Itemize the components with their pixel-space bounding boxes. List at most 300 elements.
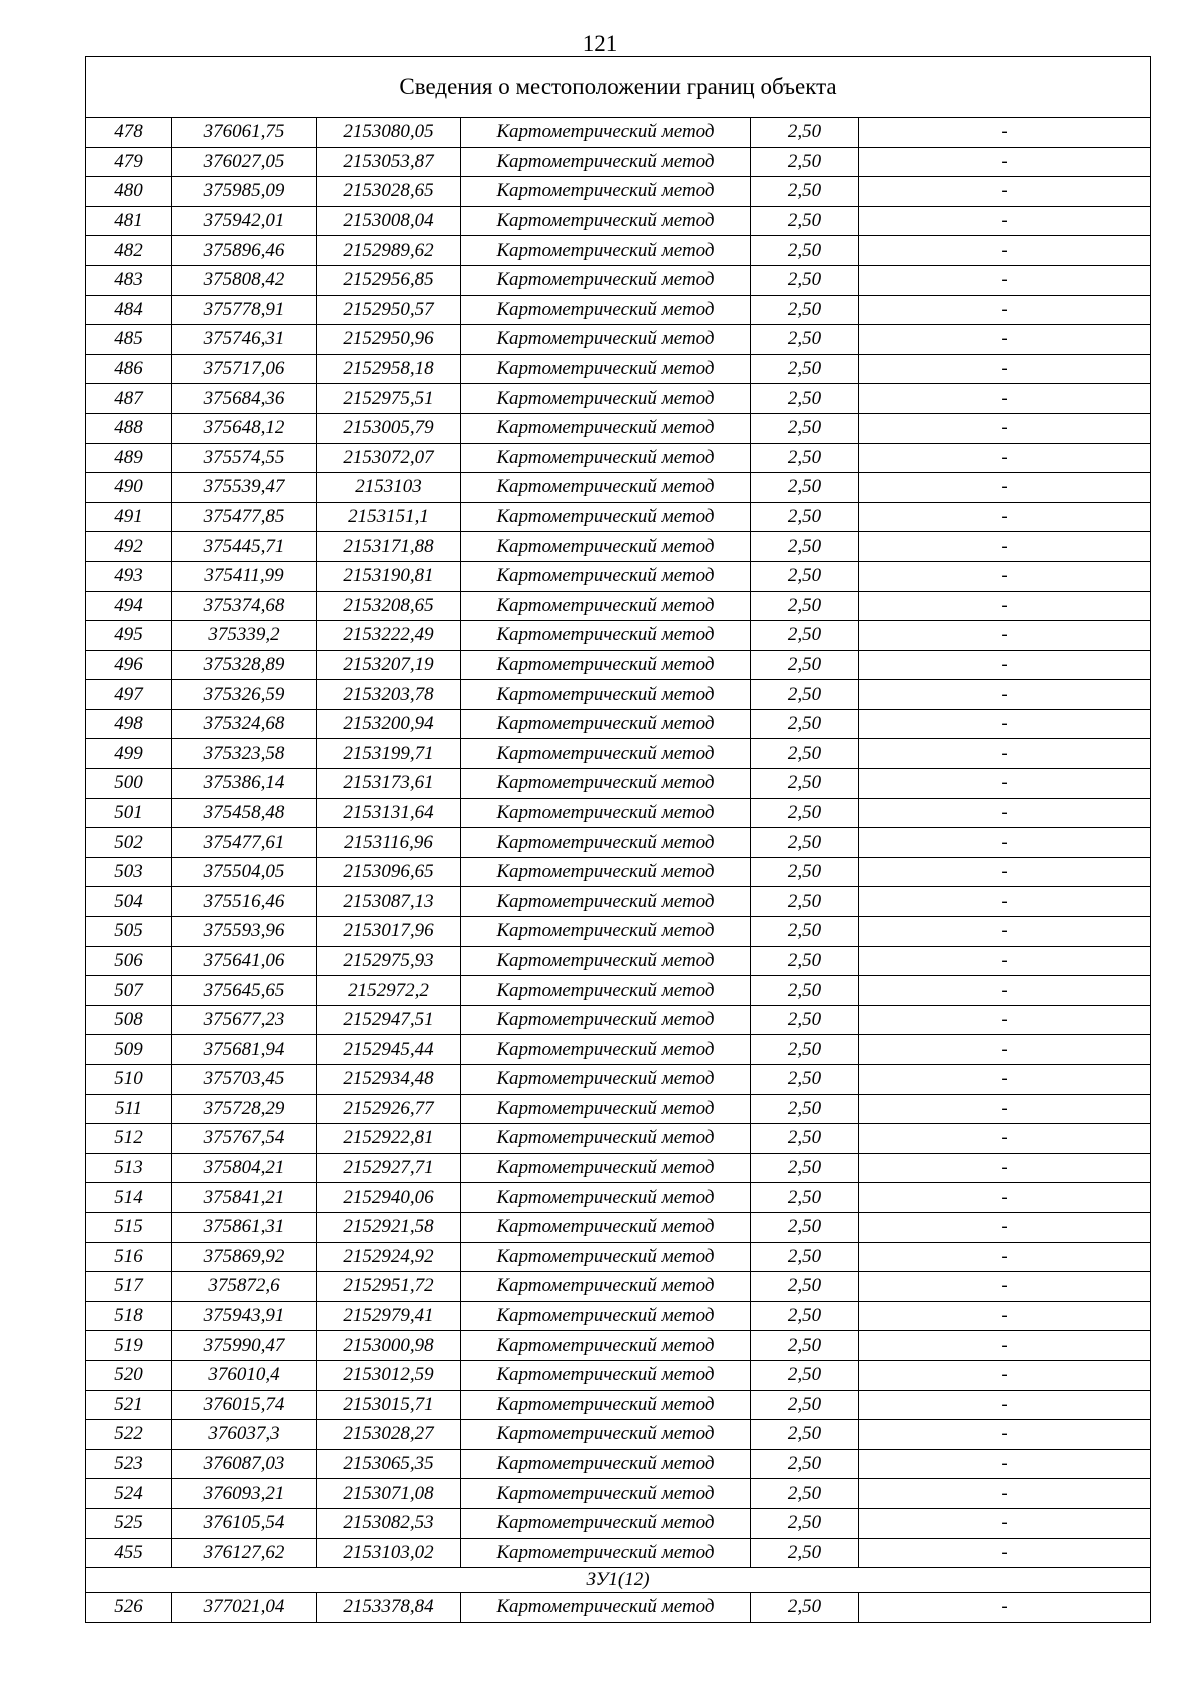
point-number-cell: 516 [86, 1242, 172, 1272]
point-number-cell: 479 [86, 147, 172, 177]
x-coordinate-cell: 375539,47 [172, 473, 317, 503]
point-number-cell: 511 [86, 1094, 172, 1124]
accuracy-cell: 2,50 [751, 1420, 859, 1450]
y-coordinate-cell: 2152975,51 [317, 384, 461, 414]
accuracy-cell: 2,50 [751, 1272, 859, 1302]
description-cell: - [859, 384, 1151, 414]
point-number-cell: 519 [86, 1331, 172, 1361]
description-cell: - [859, 1094, 1151, 1124]
table-row [86, 384, 1151, 414]
y-coordinate-cell: 2153200,94 [317, 709, 461, 739]
x-coordinate-cell: 376061,75 [172, 118, 317, 148]
x-coordinate-cell: 375717,06 [172, 354, 317, 384]
point-number-cell: 508 [86, 1005, 172, 1035]
point-number-cell: 492 [86, 532, 172, 562]
method-cell: Картометрический метод [461, 561, 751, 591]
x-coordinate-cell: 375339,2 [172, 621, 317, 651]
accuracy-cell: 2,50 [751, 443, 859, 473]
y-coordinate-cell: 2153082,53 [317, 1508, 461, 1538]
y-coordinate-cell: 2153199,71 [317, 739, 461, 769]
y-coordinate-cell: 2153065,35 [317, 1449, 461, 1479]
accuracy-cell: 2,50 [751, 739, 859, 769]
description-cell: - [859, 1508, 1151, 1538]
accuracy-cell: 2,50 [751, 1153, 859, 1183]
point-number-cell: 485 [86, 325, 172, 355]
description-cell: - [859, 1035, 1151, 1065]
point-number-cell: 520 [86, 1360, 172, 1390]
y-coordinate-cell: 2152924,92 [317, 1242, 461, 1272]
method-cell: Картометрический метод [461, 1479, 751, 1509]
point-number-cell: 510 [86, 1065, 172, 1095]
x-coordinate-cell: 375896,46 [172, 236, 317, 266]
description-cell: - [859, 1153, 1151, 1183]
description-cell: - [859, 591, 1151, 621]
point-number-cell: 523 [86, 1449, 172, 1479]
page-number: 121 [582, 31, 618, 56]
method-cell: Картометрический метод [461, 325, 751, 355]
x-coordinate-cell: 375386,14 [172, 769, 317, 799]
y-coordinate-cell: 2152921,58 [317, 1212, 461, 1242]
method-cell: Картометрический метод [461, 295, 751, 325]
description-cell: - [859, 295, 1151, 325]
point-number-cell: 500 [86, 769, 172, 799]
description-cell: - [859, 828, 1151, 858]
table-row [86, 1449, 1151, 1479]
point-number-cell: 525 [86, 1508, 172, 1538]
description-cell: - [859, 1538, 1151, 1568]
point-number-cell: 490 [86, 473, 172, 503]
x-coordinate-cell: 375869,92 [172, 1242, 317, 1272]
y-coordinate-cell: 2152958,18 [317, 354, 461, 384]
accuracy-cell: 2,50 [751, 828, 859, 858]
method-cell: Картометрический метод [461, 1360, 751, 1390]
table-row [86, 177, 1151, 207]
description-cell: - [859, 532, 1151, 562]
table-row [86, 1593, 1151, 1623]
x-coordinate-cell: 376010,4 [172, 1360, 317, 1390]
method-cell: Картометрический метод [461, 1508, 751, 1538]
table-row [86, 857, 1151, 887]
accuracy-cell: 2,50 [751, 1360, 859, 1390]
point-number-cell: 517 [86, 1272, 172, 1302]
point-number-cell: 512 [86, 1124, 172, 1154]
y-coordinate-cell: 2152975,93 [317, 946, 461, 976]
method-cell: Картометрический метод [461, 354, 751, 384]
point-number-cell: 486 [86, 354, 172, 384]
description-cell: - [859, 887, 1151, 917]
x-coordinate-cell: 375778,91 [172, 295, 317, 325]
accuracy-cell: 2,50 [751, 236, 859, 266]
accuracy-cell: 2,50 [751, 532, 859, 562]
y-coordinate-cell: 2153173,61 [317, 769, 461, 799]
accuracy-cell: 2,50 [751, 325, 859, 355]
x-coordinate-cell: 375445,71 [172, 532, 317, 562]
point-number-cell: 494 [86, 591, 172, 621]
method-cell: Картометрический метод [461, 650, 751, 680]
description-cell: - [859, 413, 1151, 443]
table-row [86, 354, 1151, 384]
description-cell: - [859, 1390, 1151, 1420]
x-coordinate-cell: 376093,21 [172, 1479, 317, 1509]
accuracy-cell: 2,50 [751, 650, 859, 680]
table-row [86, 798, 1151, 828]
method-cell: Картометрический метод [461, 917, 751, 947]
method-cell: Картометрический метод [461, 709, 751, 739]
table-row [86, 1242, 1151, 1272]
accuracy-cell: 2,50 [751, 1479, 859, 1509]
table-row [86, 118, 1151, 148]
x-coordinate-cell: 375808,42 [172, 265, 317, 295]
x-coordinate-cell: 376037,3 [172, 1420, 317, 1450]
method-cell: Картометрический метод [461, 1301, 751, 1331]
y-coordinate-cell: 2153207,19 [317, 650, 461, 680]
x-coordinate-cell: 375324,68 [172, 709, 317, 739]
description-cell: - [859, 739, 1151, 769]
method-cell: Картометрический метод [461, 1272, 751, 1302]
x-coordinate-cell: 377021,04 [172, 1593, 317, 1623]
y-coordinate-cell: 2152927,71 [317, 1153, 461, 1183]
method-cell: Картометрический метод [461, 887, 751, 917]
table-row [86, 621, 1151, 651]
table-row [86, 739, 1151, 769]
x-coordinate-cell: 375841,21 [172, 1183, 317, 1213]
description-cell: - [859, 1479, 1151, 1509]
x-coordinate-cell: 375767,54 [172, 1124, 317, 1154]
table-row [86, 1035, 1151, 1065]
description-cell: - [859, 1005, 1151, 1035]
table-row [86, 1065, 1151, 1095]
table-row [86, 680, 1151, 710]
accuracy-cell: 2,50 [751, 118, 859, 148]
description-cell: - [859, 946, 1151, 976]
method-cell: Картометрический метод [461, 236, 751, 266]
description-cell: - [859, 473, 1151, 503]
point-number-cell: 526 [86, 1593, 172, 1623]
point-number-cell: 482 [86, 236, 172, 266]
y-coordinate-cell: 2153053,87 [317, 147, 461, 177]
table-row [86, 502, 1151, 532]
accuracy-cell: 2,50 [751, 1242, 859, 1272]
x-coordinate-cell: 375374,68 [172, 591, 317, 621]
method-cell: Картометрический метод [461, 265, 751, 295]
accuracy-cell: 2,50 [751, 857, 859, 887]
table-row [86, 325, 1151, 355]
method-cell: Картометрический метод [461, 1390, 751, 1420]
method-cell: Картометрический метод [461, 621, 751, 651]
method-cell: Картометрический метод [461, 946, 751, 976]
table-row [86, 413, 1151, 443]
x-coordinate-cell: 376027,05 [172, 147, 317, 177]
table-row [86, 769, 1151, 799]
point-number-cell: 524 [86, 1479, 172, 1509]
table-row [86, 1420, 1151, 1450]
table-row [86, 591, 1151, 621]
description-cell: - [859, 325, 1151, 355]
accuracy-cell: 2,50 [751, 1593, 859, 1623]
method-cell: Картометрический метод [461, 502, 751, 532]
y-coordinate-cell: 2153116,96 [317, 828, 461, 858]
x-coordinate-cell: 375985,09 [172, 177, 317, 207]
accuracy-cell: 2,50 [751, 709, 859, 739]
x-coordinate-cell: 375746,31 [172, 325, 317, 355]
x-coordinate-cell: 375703,45 [172, 1065, 317, 1095]
description-cell: - [859, 917, 1151, 947]
description-cell: - [859, 1420, 1151, 1450]
y-coordinate-cell: 2152950,96 [317, 325, 461, 355]
point-number-cell: 509 [86, 1035, 172, 1065]
y-coordinate-cell: 2153072,07 [317, 443, 461, 473]
table-row [86, 1272, 1151, 1302]
table-row [86, 236, 1151, 266]
x-coordinate-cell: 375328,89 [172, 650, 317, 680]
description-cell: - [859, 1301, 1151, 1331]
point-number-cell: 503 [86, 857, 172, 887]
table-row [86, 1301, 1151, 1331]
x-coordinate-cell: 375681,94 [172, 1035, 317, 1065]
accuracy-cell: 2,50 [751, 621, 859, 651]
x-coordinate-cell: 375804,21 [172, 1153, 317, 1183]
y-coordinate-cell: 2153103,02 [317, 1538, 461, 1568]
x-coordinate-cell: 375641,06 [172, 946, 317, 976]
method-cell: Картометрический метод [461, 857, 751, 887]
x-coordinate-cell: 375872,6 [172, 1272, 317, 1302]
y-coordinate-cell: 2153151,1 [317, 502, 461, 532]
table-row [86, 946, 1151, 976]
table-row [86, 1360, 1151, 1390]
x-coordinate-cell: 376127,62 [172, 1538, 317, 1568]
method-cell: Картометрический метод [461, 177, 751, 207]
y-coordinate-cell: 2152951,72 [317, 1272, 461, 1302]
point-number-cell: 498 [86, 709, 172, 739]
table-row [86, 147, 1151, 177]
point-number-cell: 515 [86, 1212, 172, 1242]
point-number-cell: 487 [86, 384, 172, 414]
table-row [86, 532, 1151, 562]
x-coordinate-cell: 376015,74 [172, 1390, 317, 1420]
description-cell: - [859, 650, 1151, 680]
y-coordinate-cell: 2153071,08 [317, 1479, 461, 1509]
point-number-cell: 507 [86, 976, 172, 1006]
table-row [86, 1183, 1151, 1213]
description-cell: - [859, 265, 1151, 295]
accuracy-cell: 2,50 [751, 1301, 859, 1331]
point-number-cell: 499 [86, 739, 172, 769]
method-cell: Картометрический метод [461, 206, 751, 236]
description-cell: - [859, 502, 1151, 532]
x-coordinate-cell: 375477,85 [172, 502, 317, 532]
x-coordinate-cell: 375574,55 [172, 443, 317, 473]
accuracy-cell: 2,50 [751, 887, 859, 917]
description-cell: - [859, 147, 1151, 177]
y-coordinate-cell: 2153222,49 [317, 621, 461, 651]
x-coordinate-cell: 375990,47 [172, 1331, 317, 1361]
table-row [86, 1212, 1151, 1242]
x-coordinate-cell: 375684,36 [172, 384, 317, 414]
x-coordinate-cell: 375411,99 [172, 561, 317, 591]
y-coordinate-cell: 2153000,98 [317, 1331, 461, 1361]
description-cell: - [859, 118, 1151, 148]
point-number-cell: 478 [86, 118, 172, 148]
accuracy-cell: 2,50 [751, 1538, 859, 1568]
method-cell: Картометрический метод [461, 739, 751, 769]
accuracy-cell: 2,50 [751, 976, 859, 1006]
x-coordinate-cell: 375861,31 [172, 1212, 317, 1242]
table-row [86, 1124, 1151, 1154]
y-coordinate-cell: 2153015,71 [317, 1390, 461, 1420]
description-cell: - [859, 236, 1151, 266]
y-coordinate-cell: 2152926,77 [317, 1094, 461, 1124]
description-cell: - [859, 1065, 1151, 1095]
x-coordinate-cell: 375504,05 [172, 857, 317, 887]
x-coordinate-cell: 375458,48 [172, 798, 317, 828]
accuracy-cell: 2,50 [751, 265, 859, 295]
accuracy-cell: 2,50 [751, 1124, 859, 1154]
description-cell: - [859, 798, 1151, 828]
accuracy-cell: 2,50 [751, 561, 859, 591]
section-label: ЗУ1(12) [86, 1568, 1151, 1593]
point-number-cell: 505 [86, 917, 172, 947]
accuracy-cell: 2,50 [751, 206, 859, 236]
point-number-cell: 483 [86, 265, 172, 295]
table-row [86, 650, 1151, 680]
method-cell: Картометрический метод [461, 1153, 751, 1183]
y-coordinate-cell: 2153103 [317, 473, 461, 503]
accuracy-cell: 2,50 [751, 1094, 859, 1124]
y-coordinate-cell: 2153190,81 [317, 561, 461, 591]
x-coordinate-cell: 375943,91 [172, 1301, 317, 1331]
method-cell: Картометрический метод [461, 1593, 751, 1623]
accuracy-cell: 2,50 [751, 680, 859, 710]
description-cell: - [859, 1183, 1151, 1213]
x-coordinate-cell: 375645,65 [172, 976, 317, 1006]
x-coordinate-cell: 376105,54 [172, 1508, 317, 1538]
table-row [86, 295, 1151, 325]
table-row [86, 917, 1151, 947]
point-number-cell: 496 [86, 650, 172, 680]
point-number-cell: 506 [86, 946, 172, 976]
y-coordinate-cell: 2152950,57 [317, 295, 461, 325]
accuracy-cell: 2,50 [751, 1035, 859, 1065]
table-row [86, 443, 1151, 473]
y-coordinate-cell: 2153080,05 [317, 118, 461, 148]
point-number-cell: 497 [86, 680, 172, 710]
x-coordinate-cell: 375593,96 [172, 917, 317, 947]
description-cell: - [859, 857, 1151, 887]
method-cell: Картометрический метод [461, 1035, 751, 1065]
description-cell: - [859, 354, 1151, 384]
method-cell: Картометрический метод [461, 828, 751, 858]
table-row [86, 473, 1151, 503]
accuracy-cell: 2,50 [751, 798, 859, 828]
x-coordinate-cell: 375477,61 [172, 828, 317, 858]
y-coordinate-cell: 2153378,84 [317, 1593, 461, 1623]
method-cell: Картометрический метод [461, 1065, 751, 1095]
point-number-cell: 491 [86, 502, 172, 532]
description-cell: - [859, 443, 1151, 473]
y-coordinate-cell: 2152972,2 [317, 976, 461, 1006]
method-cell: Картометрический метод [461, 384, 751, 414]
y-coordinate-cell: 2153012,59 [317, 1360, 461, 1390]
description-cell: - [859, 769, 1151, 799]
x-coordinate-cell: 375677,23 [172, 1005, 317, 1035]
method-cell: Картометрический метод [461, 443, 751, 473]
point-number-cell: 518 [86, 1301, 172, 1331]
table-row [86, 206, 1151, 236]
table-row [86, 828, 1151, 858]
table-row [86, 265, 1151, 295]
method-cell: Картометрический метод [461, 1124, 751, 1154]
point-number-cell: 493 [86, 561, 172, 591]
method-cell: Картометрический метод [461, 1538, 751, 1568]
y-coordinate-cell: 2152945,44 [317, 1035, 461, 1065]
point-number-cell: 514 [86, 1183, 172, 1213]
point-number-cell: 495 [86, 621, 172, 651]
method-cell: Картометрический метод [461, 976, 751, 1006]
table-row [86, 1479, 1151, 1509]
y-coordinate-cell: 2153028,65 [317, 177, 461, 207]
y-coordinate-cell: 2152940,06 [317, 1183, 461, 1213]
method-cell: Картометрический метод [461, 591, 751, 621]
x-coordinate-cell: 375323,58 [172, 739, 317, 769]
y-coordinate-cell: 2153208,65 [317, 591, 461, 621]
description-cell: - [859, 1242, 1151, 1272]
y-coordinate-cell: 2153131,64 [317, 798, 461, 828]
description-cell: - [859, 561, 1151, 591]
accuracy-cell: 2,50 [751, 1449, 859, 1479]
table-row [86, 1538, 1151, 1568]
accuracy-cell: 2,50 [751, 147, 859, 177]
table-row [86, 1390, 1151, 1420]
description-cell: - [859, 1212, 1151, 1242]
point-number-cell: 502 [86, 828, 172, 858]
method-cell: Картометрический метод [461, 1420, 751, 1450]
y-coordinate-cell: 2153087,13 [317, 887, 461, 917]
y-coordinate-cell: 2153171,88 [317, 532, 461, 562]
table-row [86, 1094, 1151, 1124]
method-cell: Картометрический метод [461, 680, 751, 710]
point-number-cell: 513 [86, 1153, 172, 1183]
table-row [86, 887, 1151, 917]
description-cell: - [859, 1272, 1151, 1302]
description-cell: - [859, 1360, 1151, 1390]
method-cell: Картометрический метод [461, 118, 751, 148]
description-cell: - [859, 1124, 1151, 1154]
accuracy-cell: 2,50 [751, 917, 859, 947]
accuracy-cell: 2,50 [751, 769, 859, 799]
x-coordinate-cell: 376087,03 [172, 1449, 317, 1479]
x-coordinate-cell: 375516,46 [172, 887, 317, 917]
method-cell: Картометрический метод [461, 147, 751, 177]
description-cell: - [859, 1449, 1151, 1479]
method-cell: Картометрический метод [461, 413, 751, 443]
description-cell: - [859, 621, 1151, 651]
accuracy-cell: 2,50 [751, 384, 859, 414]
table-row [86, 561, 1151, 591]
y-coordinate-cell: 2152956,85 [317, 265, 461, 295]
point-number-cell: 504 [86, 887, 172, 917]
accuracy-cell: 2,50 [751, 1508, 859, 1538]
y-coordinate-cell: 2153028,27 [317, 1420, 461, 1450]
point-number-cell: 501 [86, 798, 172, 828]
description-cell: - [859, 680, 1151, 710]
description-cell: - [859, 709, 1151, 739]
table-row [86, 1153, 1151, 1183]
x-coordinate-cell: 375648,12 [172, 413, 317, 443]
y-coordinate-cell: 2152922,81 [317, 1124, 461, 1154]
method-cell: Картометрический метод [461, 1242, 751, 1272]
description-cell: - [859, 976, 1151, 1006]
accuracy-cell: 2,50 [751, 295, 859, 325]
